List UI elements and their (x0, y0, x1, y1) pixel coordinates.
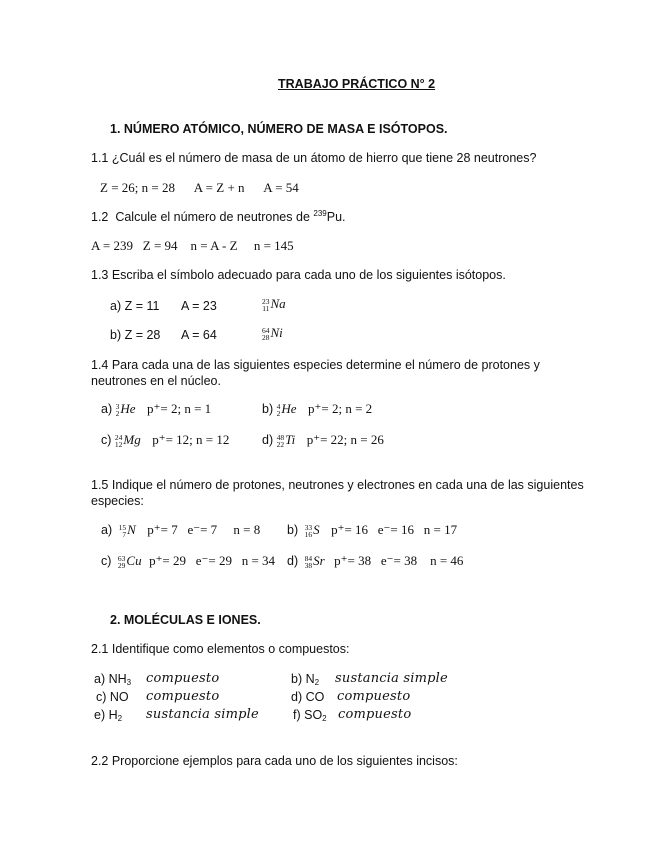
item-1-4-c (101, 432, 229, 448)
item-1-4-a-symbol: He (120, 401, 136, 416)
item-2-1-e-sub: 2 (117, 714, 123, 723)
question-1-2-mass: 239 (313, 209, 327, 218)
item-1-3-a-mass-label: A = 23 (181, 299, 217, 313)
item-2-1-b-label: b) N (291, 672, 315, 686)
nuclide-ni-mass: 64 (262, 325, 270, 335)
item-1-3-b-label: b) Z = 28 (110, 328, 161, 342)
item-1-4-d-symbol: Ti (285, 432, 296, 447)
nuclide-ni (262, 325, 283, 341)
item-1-5-d-symbol: Sr (313, 553, 325, 568)
item-2-1-f-answer: compuesto (338, 707, 412, 722)
item-2-1-c-label: c) NO (96, 690, 129, 704)
question-1-5-line-2: especies: (91, 494, 144, 508)
item-2-1-d (291, 690, 324, 704)
item-1-5-a-mass: 15 (118, 522, 127, 532)
nuclide-na-symbol: Na (270, 296, 286, 311)
section-2-heading: 2. MOLÉCULAS E IONES. (110, 613, 261, 627)
item-2-1-b-answer: sustancia simple (335, 671, 448, 686)
item-1-5-c-answer: p⁺= 29 e⁻= 29 n = 34 (149, 553, 276, 568)
item-1-5-c-symbol: Cu (126, 553, 142, 568)
item-1-5-a-answer: p⁺= 7 e⁻= 7 n = 8 (147, 522, 261, 537)
item-1-5-a-label: a) (101, 523, 113, 537)
item-1-5-c (101, 553, 275, 569)
item-1-4-c-mass: 24 (114, 432, 123, 442)
question-1-4-line-2: neutrones en el núcleo. (91, 374, 221, 388)
item-1-3-b (110, 328, 160, 342)
item-1-5-d-answer: p⁺= 38 e⁻= 38 n = 46 (334, 553, 464, 568)
question-1-2 (91, 209, 346, 224)
item-1-5-c-mass: 63 (117, 553, 126, 563)
item-1-4-b (262, 401, 372, 417)
question-1-3: 1.3 Escriba el símbolo adecuado para cada uno de los siguientes isótopos. (91, 268, 506, 282)
question-1-5-line-1: 1.5 Indique el número de protones, neutrones y electrones en cada una de las siguientes (91, 478, 584, 492)
item-2-1-a-label: a) NH (94, 672, 127, 686)
question-1-2-text: 1.2 Calcule el número de neutrones de (91, 210, 314, 224)
item-1-4-a (101, 401, 211, 417)
item-1-5-d (287, 553, 463, 569)
item-2-1-f (293, 708, 327, 723)
question-2-2: 2.2 Proporcione ejemplos para cada uno de los siguientes incisos: (91, 754, 458, 768)
item-1-4-a-answer: p⁺= 2; n = 1 (147, 401, 212, 416)
item-1-4-a-label: a) (101, 402, 113, 416)
item-2-1-d-answer: compuesto (337, 689, 411, 704)
item-2-1-e-label: e) H (94, 708, 118, 722)
item-1-4-c-label: c) (101, 433, 112, 447)
item-2-1-e (94, 708, 122, 723)
item-1-5-c-z: 29 (117, 560, 126, 570)
item-1-5-b-z: 16 (304, 529, 313, 539)
section-1-heading: 1. NÚMERO ATÓMICO, NÚMERO DE MASA E ISÓTOPOS. (110, 122, 448, 136)
item-1-5-b-answer: p⁺= 16 e⁻= 16 n = 17 (331, 522, 458, 537)
nuclide-na (262, 296, 286, 312)
item-1-4-c-symbol: Mg (123, 432, 141, 447)
page-title: TRABAJO PRÁCTICO N° 2 (278, 77, 436, 91)
item-1-4-d-mass: 48 (276, 432, 285, 442)
item-2-1-a-answer: compuesto (146, 671, 220, 686)
nuclide-ni-symbol: Ni (270, 325, 283, 340)
item-1-4-b-answer: p⁺= 2; n = 2 (308, 401, 373, 416)
item-1-5-b-label: b) (287, 523, 299, 537)
item-1-4-b-symbol: He (281, 401, 297, 416)
item-1-5-a-symbol: N (127, 522, 136, 537)
item-1-5-c-label: c) (101, 554, 112, 568)
item-1-5-d-mass: 84 (304, 553, 313, 563)
nuclide-na-z: 11 (262, 303, 270, 313)
question-2-1: 2.1 Identifique como elementos o compuestos: (91, 642, 350, 656)
item-1-4-b-z: 2 (276, 408, 281, 418)
question-1-4-line-1: 1.4 Para cada una de las siguientes especies determine el número de protones y (91, 358, 540, 372)
item-1-5-a-z: 7 (122, 529, 127, 539)
item-1-5-d-label: d) (287, 554, 299, 568)
nuclide-ni-z: 28 (262, 332, 270, 342)
item-1-4-b-label: b) (262, 402, 274, 416)
nuclide-na-mass: 23 (262, 296, 270, 306)
item-1-4-b-mass: 4 (276, 401, 281, 411)
item-2-1-f-sub: 2 (322, 714, 327, 723)
item-1-3-b-mass-label: A = 64 (181, 328, 217, 342)
item-1-4-d-label: d) (262, 433, 274, 447)
item-1-5-a (101, 522, 260, 538)
item-1-5-b-symbol: S (313, 522, 320, 537)
item-2-1-d-label: d) CO (291, 690, 325, 704)
item-2-1-c-answer: compuesto (146, 689, 220, 704)
item-1-4-d-answer: p⁺= 22; n = 26 (306, 432, 384, 447)
item-2-1-b-sub: 2 (314, 678, 320, 687)
item-1-3-a-label: a) Z = 11 (110, 299, 160, 313)
item-1-4-d (262, 432, 384, 448)
item-1-5-b (287, 522, 457, 538)
item-1-5-d-z: 38 (304, 560, 313, 570)
item-1-3-a (110, 299, 159, 313)
item-2-1-a-sub: 3 (126, 678, 132, 687)
answer-1-2: A = 239 Z = 94 n = A - Z n = 145 (91, 238, 294, 253)
item-2-1-e-answer: sustancia simple (146, 707, 259, 722)
item-2-1-a (94, 672, 131, 687)
item-1-4-d-z: 22 (276, 439, 285, 449)
item-2-1-c (96, 690, 129, 704)
item-1-4-c-answer: p⁺= 12; n = 12 (152, 432, 230, 447)
item-2-1-b (291, 672, 319, 687)
item-1-4-a-z: 2 (115, 408, 120, 418)
item-1-4-c-z: 12 (114, 439, 123, 449)
item-2-1-f-label: f) SO (293, 708, 323, 722)
question-1-1: 1.1 ¿Cuál es el número de masa de un átomo de hierro que tiene 28 neutrones? (91, 151, 537, 165)
answer-1-1: Z = 26; n = 28 A = Z + n A = 54 (100, 180, 299, 195)
item-1-5-b-mass: 33 (304, 522, 313, 532)
question-1-2-symbol: Pu. (326, 210, 346, 224)
item-1-4-a-mass: 3 (115, 401, 120, 411)
